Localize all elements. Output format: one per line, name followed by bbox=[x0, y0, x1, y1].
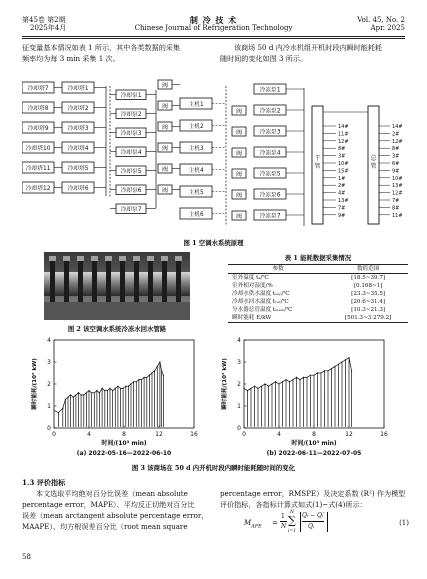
valve-label: 阀 bbox=[162, 83, 168, 89]
data-point bbox=[53, 410, 54, 411]
header-date: 2025年4月 bbox=[30, 24, 67, 32]
data-point bbox=[75, 394, 76, 395]
chart-a bbox=[28, 334, 208, 462]
text-line: MAAPE）、均方根误差百分比（root mean square bbox=[22, 522, 188, 531]
section-left-column bbox=[22, 477, 214, 532]
branch-number: 12# bbox=[338, 138, 349, 145]
branch-header-label: 干 bbox=[314, 155, 321, 162]
text-line: 本文选取平均绝对百分比误差（mean absolute bbox=[36, 489, 188, 498]
valve-label: 阀 bbox=[236, 151, 242, 157]
host-label: 主机5 bbox=[188, 190, 204, 196]
chilled-pump-label: 冷冻泵1 bbox=[259, 87, 281, 94]
data-point bbox=[157, 366, 158, 367]
figure-1-schematic bbox=[22, 76, 412, 236]
chart-subtitle: (a) 2022-05-16—2022-06-10 bbox=[76, 450, 172, 457]
data-point bbox=[320, 372, 321, 373]
valve-label: 阀 bbox=[236, 172, 242, 178]
branch-number: 7# bbox=[392, 198, 400, 204]
data-point bbox=[282, 381, 283, 382]
valve-label: 阀 bbox=[236, 109, 242, 115]
table-cell: 室外温度 tₐ/℃ bbox=[232, 275, 269, 281]
y-tick-label: 3 bbox=[237, 359, 241, 366]
cooling-pump-label: 冷却泵3 bbox=[120, 131, 142, 137]
data-point bbox=[109, 388, 110, 389]
pipe-photo bbox=[44, 252, 190, 320]
text-line: 误差（mean arctangent absolute percentage error， bbox=[22, 511, 209, 520]
eq-denominator: Qᵢ bbox=[308, 523, 315, 530]
right-column-intro bbox=[220, 42, 410, 64]
data-point bbox=[327, 370, 328, 371]
eq-lhs bbox=[244, 519, 262, 529]
cooling-tower-label: 冷却塔4 bbox=[67, 146, 89, 152]
x-tick-label: 16 bbox=[190, 431, 198, 438]
header-right bbox=[357, 16, 405, 32]
table-1 bbox=[228, 264, 408, 323]
eq-N: N bbox=[281, 523, 287, 530]
valve-handle bbox=[91, 256, 98, 261]
data-point bbox=[88, 390, 89, 391]
header-volume: Vol. 45, No. 2 bbox=[357, 16, 405, 24]
valve-handle bbox=[175, 256, 182, 261]
cooling-tower-label: 冷却塔8 bbox=[27, 106, 49, 112]
branch-number: 13# bbox=[392, 183, 403, 190]
table-cell: 室外相对湿度/% bbox=[232, 283, 273, 289]
data-point bbox=[285, 379, 286, 380]
host-label: 主机6 bbox=[188, 212, 204, 218]
data-point bbox=[128, 386, 129, 387]
eq-number: (1) bbox=[399, 519, 409, 527]
data-point bbox=[345, 359, 346, 360]
text-line: 征变量基本情况如表 1 所示，其中各类数据的采集 bbox=[22, 43, 180, 52]
data-point bbox=[257, 388, 258, 389]
eq-lhs-symbol: M bbox=[244, 519, 252, 527]
page-number: 58 bbox=[22, 553, 31, 561]
cooling-pump-label: 冷却泵1 bbox=[120, 93, 142, 99]
x-tick-label: 4 bbox=[87, 431, 91, 438]
y-tick-label: 3 bbox=[47, 359, 51, 366]
data-point bbox=[133, 381, 134, 382]
data-point bbox=[130, 383, 131, 384]
data-point bbox=[125, 386, 126, 387]
chart-b bbox=[218, 334, 398, 462]
figure-1-caption: 图 1 空调水系统原理 bbox=[183, 239, 244, 247]
y-tick-label: 2 bbox=[237, 381, 241, 388]
left-column-intro bbox=[22, 42, 212, 64]
journal-title-cn: 制 冷 技 术 bbox=[189, 15, 238, 25]
branch-number: 9# bbox=[392, 168, 400, 175]
journal-title bbox=[100, 16, 327, 32]
branch-number: 11# bbox=[338, 131, 349, 138]
table-row bbox=[228, 298, 408, 306]
valve-flange bbox=[50, 260, 55, 306]
data-point bbox=[268, 386, 269, 387]
data-point bbox=[67, 397, 68, 398]
data-point bbox=[65, 399, 66, 400]
valve-handle bbox=[133, 256, 140, 261]
branch-number: 12# bbox=[392, 138, 403, 145]
eq-inner-bar bbox=[302, 521, 324, 522]
section-right-column bbox=[220, 488, 412, 510]
table-cell: [501.3~3 279.2] bbox=[328, 314, 408, 323]
data-point bbox=[324, 370, 325, 371]
branch-number: 2# bbox=[338, 183, 346, 190]
header-rule bbox=[22, 36, 405, 37]
branch-number: 2# bbox=[392, 131, 400, 138]
y-tick-label: 0 bbox=[237, 425, 241, 432]
branch-number: 12# bbox=[392, 190, 403, 197]
data-point bbox=[117, 386, 118, 387]
branch-number: 8# bbox=[392, 205, 400, 212]
data-point bbox=[81, 394, 82, 395]
branch-number: 14# bbox=[392, 124, 403, 130]
table-cell: 分水器总管温度 tₘₐᵢₙ/℃ bbox=[232, 307, 293, 313]
host-label: 主机1 bbox=[188, 102, 204, 108]
branch-number: 6# bbox=[392, 161, 400, 167]
text-line: 评价指标，各指标计算式如式(1)~式(4)所示： bbox=[220, 500, 367, 509]
valve-label: 阀 bbox=[236, 130, 242, 136]
x-axis-label: 时间/(10³ min) bbox=[101, 440, 147, 447]
data-point bbox=[151, 372, 152, 373]
host-label: 主机3 bbox=[188, 146, 204, 152]
y-tick-label: 4 bbox=[237, 337, 241, 344]
data-point bbox=[99, 392, 100, 393]
data-point bbox=[163, 375, 164, 376]
data-point bbox=[289, 381, 290, 382]
data-point bbox=[58, 412, 59, 413]
x-tick-label: 0 bbox=[52, 431, 56, 438]
y-tick-label: 1 bbox=[47, 403, 51, 410]
data-point bbox=[303, 377, 304, 378]
table-cell: [23.3~35.5] bbox=[351, 291, 386, 297]
cooling-pump-label: 冷却泵4 bbox=[120, 150, 142, 156]
x-tick-label: 16 bbox=[380, 431, 388, 438]
section-heading: 1.3 评价指标 bbox=[22, 478, 66, 487]
data-point bbox=[331, 368, 332, 369]
text-line: percentage error，RMSPE）及决定系数 (R²) 作为模型 bbox=[220, 489, 406, 498]
plot-frame bbox=[54, 340, 194, 428]
header-rule-thin bbox=[22, 38, 405, 39]
data-point bbox=[136, 381, 137, 382]
branch-number: 9# bbox=[338, 212, 346, 219]
valve-label: 阀 bbox=[162, 146, 168, 152]
data-point bbox=[247, 390, 248, 391]
data-point bbox=[271, 383, 272, 384]
cooling-tower-label: 冷却塔3 bbox=[67, 126, 89, 132]
eq-one: 1 bbox=[281, 513, 285, 520]
valve-flange bbox=[106, 260, 111, 306]
valve-flange bbox=[148, 260, 153, 306]
equation-1 bbox=[244, 510, 409, 540]
x-tick-label: 12 bbox=[155, 431, 163, 438]
text-line: 该商场 50 d 内冷水机组开机时段内瞬时能耗耗 bbox=[234, 43, 383, 52]
cooling-tower-label: 冷却塔2 bbox=[67, 106, 89, 112]
table-row bbox=[228, 274, 408, 283]
x-axis-label: 时间/(10³ min) bbox=[291, 440, 337, 447]
data-point bbox=[338, 364, 339, 365]
data-point bbox=[78, 392, 79, 393]
chilled-pump-label: 冷冻泵5 bbox=[259, 171, 281, 178]
cooling-pump-label: 冷却泵7 bbox=[120, 207, 142, 213]
figure-3-caption: 图 3 该商场在 50 d 内开机时段内瞬时能耗随时间的变化 bbox=[131, 464, 296, 472]
data-point bbox=[70, 394, 71, 395]
data-point bbox=[341, 361, 342, 362]
cooling-tower-label: 冷却塔9 bbox=[27, 126, 49, 132]
branch-number: 8# bbox=[392, 146, 400, 153]
x-tick-label: 8 bbox=[312, 431, 316, 438]
chilled-pump-label: 冷冻泵4 bbox=[259, 150, 281, 157]
valve-flange bbox=[162, 260, 167, 306]
data-point bbox=[62, 408, 63, 409]
branch-number: 4# bbox=[338, 190, 346, 197]
valve-handle bbox=[119, 256, 126, 261]
data-point bbox=[250, 388, 251, 389]
data-point bbox=[299, 379, 300, 380]
y-tick-label: 1 bbox=[237, 403, 241, 410]
data-point bbox=[243, 388, 244, 389]
header-month: Apr. 2025 bbox=[370, 24, 405, 32]
eq-lhs-sub: APE bbox=[251, 523, 262, 530]
data-point bbox=[161, 370, 162, 371]
branch-number: 1# bbox=[338, 175, 346, 182]
table-header-cell: 数值范围 bbox=[328, 265, 408, 274]
eq-sum-top: N bbox=[290, 510, 294, 515]
cooling-tower-label: 冷却塔12 bbox=[25, 186, 51, 192]
text-line: 频率均为每 3 min 采集 1 次。 bbox=[22, 54, 120, 63]
branch-number: 3# bbox=[392, 153, 400, 160]
cooling-tower-label: 冷却塔1 bbox=[67, 86, 89, 92]
valve-flange bbox=[134, 260, 139, 306]
data-point bbox=[317, 372, 318, 373]
y-tick-label: 2 bbox=[47, 381, 51, 388]
valve-flange bbox=[64, 260, 69, 306]
table-header-row bbox=[228, 265, 408, 274]
data-point bbox=[278, 383, 279, 384]
data-point bbox=[254, 386, 255, 387]
y-axis-label: 瞬时能耗/(10³ kW) bbox=[222, 358, 228, 410]
table-1-title: 表 1 能耗数据采集情况 bbox=[284, 254, 352, 262]
eq-sum: ∑ bbox=[288, 514, 296, 527]
data-point bbox=[83, 394, 84, 395]
text-line: 随时间的变化如图 3 所示。 bbox=[220, 54, 308, 63]
data-point bbox=[149, 375, 150, 376]
branch-number: 7# bbox=[338, 205, 346, 212]
y-axis-label: 瞬时能耗/(10³ kW) bbox=[32, 358, 38, 410]
branch-header-label: 管 bbox=[314, 163, 321, 170]
valve-label: 阀 bbox=[236, 214, 242, 220]
eq-fraction-bar bbox=[280, 521, 287, 522]
valve-handle bbox=[63, 256, 70, 261]
valve-flange bbox=[78, 260, 83, 306]
valve-flange bbox=[120, 260, 125, 306]
valve-handle bbox=[147, 256, 154, 261]
data-point bbox=[141, 379, 142, 380]
valve-flange bbox=[92, 260, 97, 306]
valve-handle bbox=[77, 256, 84, 261]
table-row bbox=[228, 314, 408, 323]
cooling-pump-label: 冷却泵2 bbox=[120, 112, 142, 118]
valve-label: 阀 bbox=[162, 188, 168, 194]
table-header-cell: 参数 bbox=[228, 265, 328, 274]
valve-label: 阀 bbox=[162, 167, 168, 173]
data-point bbox=[154, 370, 155, 371]
table-row bbox=[228, 290, 408, 298]
table-cell: [20.6~31.4] bbox=[351, 299, 386, 305]
data-point bbox=[107, 390, 108, 391]
cooling-tower-label: 冷却塔5 bbox=[67, 166, 89, 172]
table-cell: 冷却水供水温度 tₛᵤₚ/℃ bbox=[232, 291, 290, 297]
valve-label: 阀 bbox=[162, 125, 168, 131]
x-tick-label: 4 bbox=[277, 431, 281, 438]
host-label: 主机4 bbox=[188, 168, 204, 174]
chilled-pump-label: 冷冻泵2 bbox=[259, 108, 281, 115]
data-point bbox=[123, 388, 124, 389]
data-point bbox=[313, 375, 314, 376]
data-point bbox=[264, 383, 265, 384]
chilled-pump-label: 冷冻泵3 bbox=[259, 129, 281, 136]
table-cell: [18.5~39.7] bbox=[351, 275, 386, 281]
valve-label: 阀 bbox=[162, 104, 168, 110]
cooling-tower-label: 冷却塔10 bbox=[25, 146, 51, 152]
chart-subtitle: (b) 2022-06-11—2022-07-05 bbox=[266, 450, 362, 457]
data-point bbox=[73, 397, 74, 398]
eq-sum-bottom: i=1 bbox=[288, 529, 297, 534]
table-cell: [10.3~21.3] bbox=[351, 307, 386, 313]
text-line: percentage error，MAPE）、平均反正切绝对百分比 bbox=[22, 500, 195, 509]
header-issue: 第45卷 第2期 bbox=[22, 16, 66, 24]
data-point bbox=[144, 377, 145, 378]
data-point bbox=[104, 390, 105, 391]
data-point bbox=[351, 370, 352, 371]
y-tick-label: 0 bbox=[47, 425, 51, 432]
cooling-pump-label: 冷却泵6 bbox=[120, 188, 142, 194]
series-line bbox=[244, 358, 352, 427]
data-point bbox=[334, 366, 335, 367]
branch-number: 11# bbox=[392, 212, 403, 219]
cooling-pump-label: 冷却泵5 bbox=[120, 169, 142, 175]
eq-numerator: Qᵢ − Qᵢ′ bbox=[302, 512, 325, 519]
figure-2-caption: 图 2 该空调水系统冷冻水回水管路 bbox=[67, 325, 167, 333]
table-cell: 冷却水回水温度 tᵣₑₜ/℃ bbox=[232, 299, 289, 305]
data-point bbox=[120, 388, 121, 389]
data-point bbox=[102, 388, 103, 389]
data-point bbox=[94, 392, 95, 393]
data-point bbox=[86, 392, 87, 393]
data-point bbox=[296, 377, 297, 378]
data-point bbox=[91, 392, 92, 393]
table-cell: [0.168~1] bbox=[353, 283, 383, 289]
valve-flange bbox=[176, 260, 181, 306]
data-point bbox=[115, 388, 116, 389]
valve-handle bbox=[105, 256, 112, 261]
cooling-tower-label: 冷却塔7 bbox=[27, 86, 49, 92]
data-point bbox=[292, 379, 293, 380]
table-cell: 瞬时能耗 E/kW bbox=[228, 314, 328, 323]
chilled-pump-label: 冷冻泵7 bbox=[259, 213, 281, 220]
journal-title-en: Chinese Journal of Refrigeration Technology bbox=[134, 24, 293, 32]
table-row bbox=[228, 306, 408, 314]
header-left bbox=[22, 16, 66, 32]
branch-number: 10# bbox=[392, 175, 403, 182]
branch-number: 10# bbox=[338, 161, 349, 167]
table-row bbox=[228, 282, 408, 290]
valve-handle bbox=[161, 256, 168, 261]
valve-label: 阀 bbox=[236, 193, 242, 199]
host-label: 主机2 bbox=[188, 124, 204, 130]
data-point bbox=[159, 361, 160, 362]
data-point bbox=[96, 390, 97, 391]
x-tick-label: 12 bbox=[345, 431, 353, 438]
data-point bbox=[275, 381, 276, 382]
data-point bbox=[310, 375, 311, 376]
main-header-label: 总 bbox=[370, 155, 377, 162]
branch-number: 14# bbox=[338, 124, 349, 130]
cooling-tower-label: 冷却塔11 bbox=[25, 166, 51, 172]
branch-number: 15# bbox=[338, 168, 349, 175]
eq-equals: = bbox=[272, 519, 278, 527]
cooling-tower-label: 冷却塔6 bbox=[67, 186, 89, 192]
data-point bbox=[306, 377, 307, 378]
chilled-pump-label: 冷冻泵6 bbox=[259, 192, 281, 199]
valve-handle bbox=[49, 256, 56, 261]
data-point bbox=[112, 390, 113, 391]
data-point bbox=[138, 379, 139, 380]
y-tick-label: 4 bbox=[47, 337, 51, 344]
branch-number: 8# bbox=[338, 146, 346, 153]
branch-number: 13# bbox=[338, 198, 349, 204]
main-header-label: 管 bbox=[370, 163, 377, 170]
data-point bbox=[348, 357, 349, 358]
x-tick-label: 0 bbox=[242, 431, 246, 438]
x-tick-label: 8 bbox=[122, 431, 126, 438]
data-point bbox=[146, 377, 147, 378]
data-point bbox=[261, 386, 262, 387]
branch-number: 3# bbox=[338, 153, 346, 160]
